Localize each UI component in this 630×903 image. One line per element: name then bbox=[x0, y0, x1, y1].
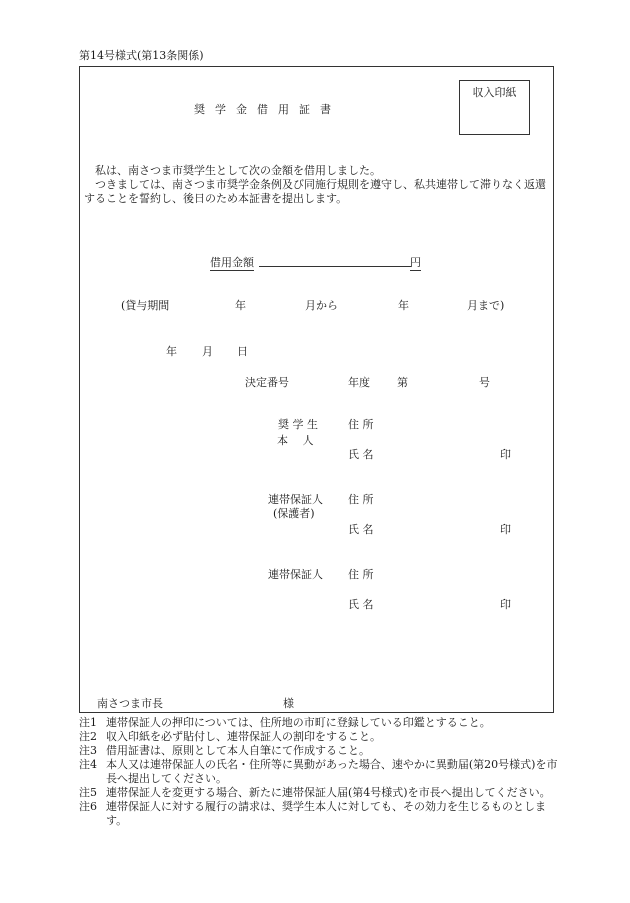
note-item bbox=[79, 744, 559, 758]
student-role-sub: 本 人 bbox=[277, 434, 314, 447]
guarantor-1-role-sub: (保護者) bbox=[273, 507, 315, 520]
student-role: 奨 学 生 bbox=[278, 418, 318, 431]
loan-period-open: (貸与期間 bbox=[121, 299, 170, 312]
note-number: 注2 bbox=[79, 730, 97, 743]
note-text: 連帯保証人の押印については、住所地の市町に登録している印鑑とすること。 bbox=[106, 716, 491, 729]
note-text: 収入印紙を必ず貼付し、連帯保証人の割印をすること。 bbox=[106, 730, 381, 743]
student-seal-mark: 印 bbox=[500, 448, 511, 461]
guarantor-1-role: 連帯保証人 bbox=[268, 493, 323, 506]
guarantor-2-address-label: 住 所 bbox=[348, 568, 374, 581]
revenue-stamp-box bbox=[459, 80, 530, 135]
decision-fiscal-year: 年度 bbox=[348, 376, 370, 389]
date-month: 月 bbox=[202, 345, 213, 358]
note-text: 連帯保証人を変更する場合、新たに連帯保証人届(第4号様式)を市長へ提出してください。 bbox=[106, 786, 551, 799]
student-address-label: 住 所 bbox=[348, 418, 374, 431]
declaration-line-1: 私は、南さつま市奨学生として次の金額を借用しました。 bbox=[95, 164, 381, 177]
student-name-label: 氏 名 bbox=[348, 448, 374, 461]
addressee-mayor: 南さつま市長 bbox=[97, 697, 163, 710]
guarantor-1-seal-mark: 印 bbox=[500, 523, 511, 536]
decision-go: 号 bbox=[479, 376, 490, 389]
addressee-honorific: 様 bbox=[283, 697, 294, 710]
note-number: 注3 bbox=[79, 744, 97, 757]
date-year: 年 bbox=[166, 345, 177, 358]
note-item bbox=[79, 786, 559, 800]
note-text: 本人又は連帯保証人の氏名・住所等に異動があった場合、速やかに異動届(第20号様式)を市長へ提出してください。 bbox=[106, 758, 558, 785]
note-item bbox=[79, 716, 559, 730]
note-number: 注1 bbox=[79, 716, 97, 729]
guarantor-2-role: 連帯保証人 bbox=[268, 568, 323, 581]
amount-underline bbox=[259, 266, 411, 267]
decision-number-label: 決定番号 bbox=[245, 376, 289, 389]
loan-period-year-2: 年 bbox=[398, 299, 409, 312]
revenue-stamp-label: 収入印紙 bbox=[472, 86, 517, 99]
note-number: 注4 bbox=[79, 758, 97, 771]
notes-list bbox=[79, 716, 559, 828]
guarantor-2-seal-mark: 印 bbox=[500, 598, 511, 611]
note-item bbox=[79, 800, 559, 828]
decision-dai: 第 bbox=[397, 376, 408, 389]
amount-unit: 円 bbox=[410, 256, 421, 269]
note-text: 連帯保証人に対する履行の請求は、奨学生本人に対しても、その効力を生じるものとします。 bbox=[106, 800, 546, 827]
note-item bbox=[79, 730, 559, 744]
loan-period-month-to: 月まで) bbox=[467, 299, 505, 312]
note-item bbox=[79, 758, 559, 786]
loan-period-year-1: 年 bbox=[235, 299, 246, 312]
note-text: 借用証書は、原則として本人自筆にて作成すること。 bbox=[106, 744, 370, 757]
form-number: 第14号様式(第13条関係) bbox=[79, 49, 204, 62]
note-number: 注6 bbox=[79, 800, 97, 813]
guarantor-1-name-label: 氏 名 bbox=[348, 523, 374, 536]
certificate-title: 奨学金借用証書 bbox=[194, 103, 341, 116]
note-number: 注5 bbox=[79, 786, 97, 799]
amount-label: 借用金額 bbox=[210, 256, 254, 269]
declaration-line-2: つきましては、南さつま市奨学金条例及び同施行規則を遵守し、私共連帯して滞りなく返還することを誓約し、後日のため本証書を提出します。 bbox=[84, 178, 546, 205]
loan-period-month-from: 月から bbox=[305, 299, 338, 312]
guarantor-1-address-label: 住 所 bbox=[348, 493, 374, 506]
date-day: 日 bbox=[237, 345, 248, 358]
guarantor-2-name-label: 氏 名 bbox=[348, 598, 374, 611]
declaration-text bbox=[84, 164, 548, 206]
